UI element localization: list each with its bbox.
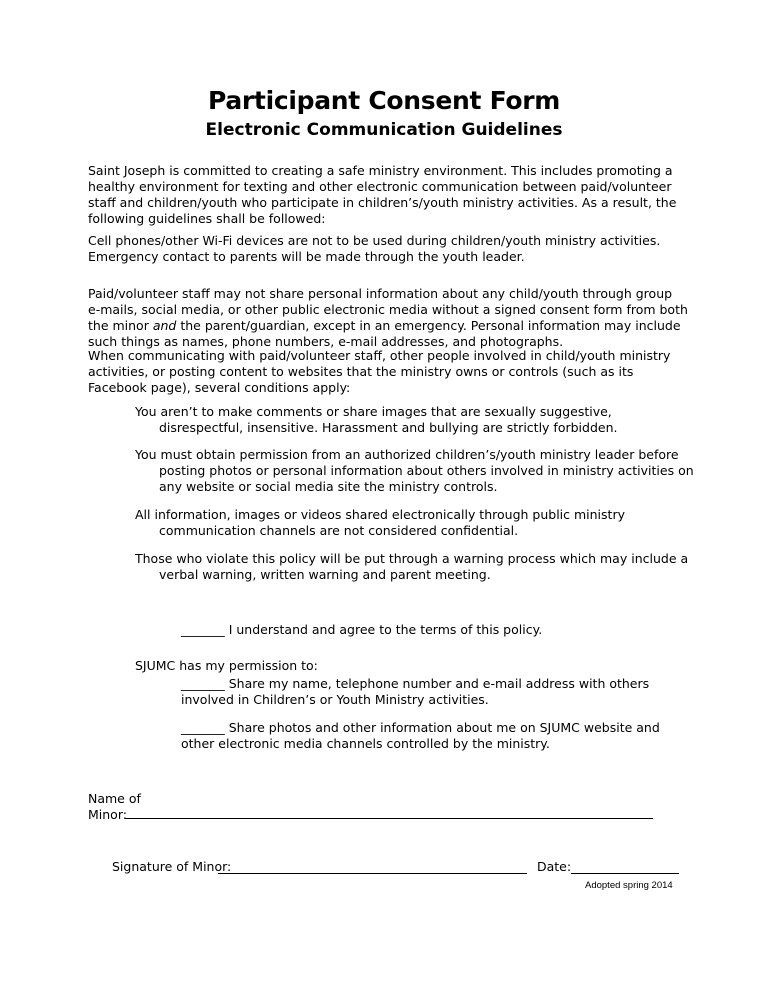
permission-text: Share my name, telephone number and e-mail address with others involved in Children’s or Youth Ministry activities.: [181, 676, 650, 707]
intro-paragraph: Saint Joseph is committed to creating a safe ministry environment. This includes promoting a healthy environment for texting and other electronic communication between paid/volunteer staff and children/youth who participate in children’s/youth ministry activities. As a result, the following guidelines shall be followed:: [88, 163, 677, 226]
permission-item: [181, 720, 681, 752]
minor-name-label-line1: Name of: [88, 791, 141, 806]
signature-field[interactable]: [218, 873, 527, 874]
agreement-text: I understand and agree to the terms of this policy.: [224, 622, 543, 637]
privacy-paragraph: [88, 286, 688, 350]
privacy-text-before: Paid/volunteer staff may not share personal information about any child/youth through group e-mails, social media, or other public electronic media without a signed consent form from both the minor: [88, 286, 688, 333]
minor-name-field[interactable]: [125, 818, 653, 819]
communicating-paragraph: When communicating with paid/volunteer staff, other people involved in child/youth ministry activities, or posting content to websites that the ministry owns or controls (such as its Facebook page), several conditions apply:: [88, 348, 671, 395]
minor-name-label-line2: Minor:: [88, 807, 127, 822]
condition-item: You aren’t to make comments or share images that are sexually suggestive, disrespectful, insensitive. Harassment and bullying are strictly forbidden.: [135, 404, 618, 435]
privacy-emphasis: and: [152, 318, 177, 333]
condition-item: All information, images or videos shared electronically through public ministry communication channels are not considered confidential.: [135, 507, 625, 538]
permission-text: Share photos and other information about me on SJUMC website and other electronic media channels controlled by the ministry.: [181, 720, 660, 751]
condition-item: You must obtain permission from an authorized children’s/youth ministry leader before posting photos or personal information about others involved in ministry activities on any website or social media site the ministry controls.: [135, 447, 694, 494]
privacy-text-after: the parent/guardian, except in an emergency. Personal information may include such things as names, phone numbers, e-mail addresses, and photographs.: [88, 318, 681, 349]
condition-item: Those who violate this policy will be put through a warning process which may include a verbal warning, written warning and parent meeting.: [135, 551, 689, 582]
date-label: Date:: [537, 859, 572, 874]
permission-blank[interactable]: _______: [181, 676, 225, 691]
permission-blank[interactable]: _______: [181, 720, 225, 735]
adopted-note: Adopted spring 2014: [585, 880, 673, 891]
permissions-heading: SJUMC has my permission to:: [135, 658, 318, 673]
permission-item: [181, 676, 681, 708]
devices-paragraph: Cell phones/other Wi-Fi devices are not to be used during children/youth ministry activities. Emergency contact to parents will be made through the youth leader.: [88, 233, 661, 264]
agreement-line: [181, 622, 681, 638]
page-subtitle: Electronic Communication Guidelines: [205, 120, 563, 140]
date-field[interactable]: [571, 873, 679, 874]
signature-label: Signature of Minor:: [112, 859, 232, 874]
agreement-blank[interactable]: _______: [181, 622, 225, 637]
page-title: Participant Consent Form: [207, 86, 560, 115]
